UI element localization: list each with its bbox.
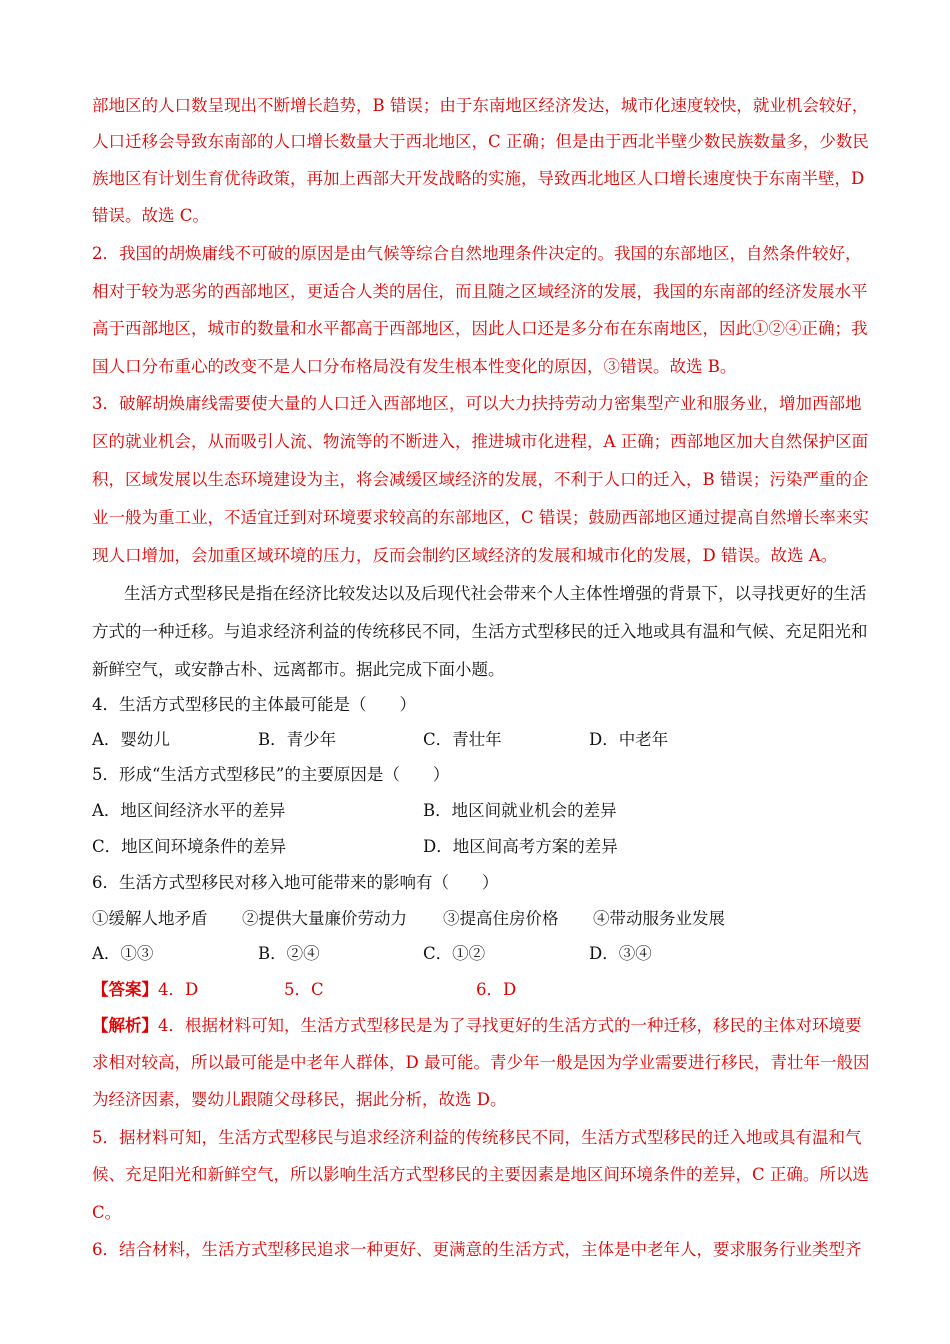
- explanation-line: 错误。故选 C。: [92, 206, 209, 225]
- analysis-q4-line: 为经济因素，婴幼儿跟随父母移民，据此分析，故选 D。: [92, 1090, 507, 1109]
- q4-option-b: B．青少年: [258, 730, 337, 749]
- analysis-q5-line: C。: [92, 1203, 122, 1222]
- analysis-q4-line: 4．根据材料可知，生活方式型移民是为了寻找更好的生活方式的一种迁移，移民的主体对环境要: [158, 1016, 862, 1035]
- explanation-q2-line: 相对于较为恶劣的西部地区，更适合人类的居住，而且随之区域经济的发展，我国的东南部的经济发展水平: [92, 282, 868, 301]
- explanation-q2-line: 国人口分布重心的改变不是人口分布格局没有发生根本性变化的原因，③错误。故选 B。: [92, 357, 737, 376]
- question-6-stem: 6．生活方式型移民对移入地可能带来的影响有（ ）: [92, 873, 499, 892]
- explanation-line: 部地区的人口数呈现出不断增长趋势，B 错误；由于东南地区经济发达，城市化速度较快，就业机会较好，: [92, 96, 869, 115]
- question-4-stem: 4．生活方式型移民的主体最可能是（ ）: [92, 695, 416, 714]
- explanation-q3-line: 3．破解胡焕庸线需要使大量的人口迁入西部地区，可以大力扶持劳动力密集型产业和服务业，增加西部地: [92, 394, 862, 413]
- q6-option-b: B．②④: [258, 944, 320, 963]
- q6-option-c: C．①②: [423, 944, 486, 963]
- answer-6: 6．D: [476, 980, 517, 999]
- explanation-q3-line: 区的就业机会，从而吸引人流、物流等的不断进入，推进城市化进程，A 正确；西部地区加大自然保护区面: [92, 432, 869, 451]
- explanation-q3-line: 业一般为重工业，不适宜迁到对环境要求较高的东部地区，C 错误；鼓励西部地区通过提高自然增长率来实: [92, 508, 869, 527]
- question-5-stem: 5．形成“生活方式型移民”的主要原因是（ ）: [92, 765, 450, 784]
- q5-option-c: C．地区间环境条件的差异: [92, 837, 287, 856]
- explanation-q3-line: 现人口增加，会加重区域环境的压力，反而会制约区域经济的发展和城市化的发展，D 错误。故选 A。: [92, 546, 838, 565]
- passage-line: 新鲜空气，或安静古朴、远离都市。据此完成下面小题。: [92, 660, 505, 679]
- q6-item-1: ①缓解人地矛盾: [92, 909, 208, 928]
- answer-5: 5．C: [284, 980, 324, 999]
- q6-option-d: D．③④: [589, 944, 652, 963]
- analysis-q5-line: 5．据材料可知，生活方式型移民与追求经济利益的传统移民不同，生活方式型移民的迁入地或具有温和气: [92, 1128, 862, 1147]
- q6-option-a: A．①③: [92, 944, 154, 963]
- answer-label: 【答案】: [92, 980, 158, 999]
- analysis-q6-line: 6．结合材料，生活方式型移民追求一种更好、更满意的生活方式，主体是中老年人，要求服务行业类型齐: [92, 1240, 862, 1259]
- explanation-q2-line: 高于西部地区，城市的数量和水平都高于西部地区，因此人口还是多分布在东南地区，因此①②④正确；我: [92, 319, 868, 338]
- q4-option-a: A．婴幼儿: [92, 730, 170, 749]
- q5-option-d: D．地区间高考方案的差异: [423, 837, 618, 856]
- passage-line: 生活方式型移民是指在经济比较发达以及后现代社会带来个人主体性增强的背景下，以寻找更好的生活: [124, 584, 867, 603]
- q4-option-c: C．青壮年: [423, 730, 502, 749]
- q6-item-2: ②提供大量廉价劳动力: [242, 909, 407, 928]
- explanation-q3-line: 积，区域发展以生态环境建设为主，将会减缓区域经济的发展，不利于人口的迁入，B 错误；污染严重的企: [92, 470, 869, 489]
- q6-item-4: ④带动服务业发展: [593, 909, 725, 928]
- analysis-label: 【解析】: [92, 1016, 158, 1035]
- passage-line: 方式的一种迁移。与追求经济利益的传统移民不同，生活方式型移民的迁入地或具有温和气候、充足阳光和: [92, 622, 868, 641]
- explanation-line: 人口迁移会导致东南部的人口增长数量大于西北地区，C 正确；但是由于西北半壁少数民族数量多，少数民: [92, 132, 869, 151]
- analysis-q4-line: 求相对较高，所以最可能是中老年人群体，D 最可能。青少年一般是因为学业需要进行移民，青壮年一般因: [92, 1053, 870, 1072]
- explanation-q2-line: 2．我国的胡焕庸线不可破的原因是由气候等综合自然地理条件决定的。我国的东部地区，自然条件较好，: [92, 244, 862, 263]
- q5-option-b: B．地区间就业机会的差异: [423, 801, 617, 820]
- q5-option-a: A．地区间经济水平的差异: [92, 801, 286, 820]
- analysis-q5-line: 候、充足阳光和新鲜空气，所以影响生活方式型移民的主要因素是地区间环境条件的差异，C 正确。所以选: [92, 1165, 869, 1184]
- answer-4: 4．D: [158, 980, 199, 999]
- explanation-line: 族地区有计划生育优待政策，再加上西部大开发战略的实施，导致西北地区人口增长速度快于东南半壁，D: [92, 169, 865, 188]
- q4-option-d: D．中老年: [589, 730, 669, 749]
- q6-item-3: ③提高住房价格: [443, 909, 559, 928]
